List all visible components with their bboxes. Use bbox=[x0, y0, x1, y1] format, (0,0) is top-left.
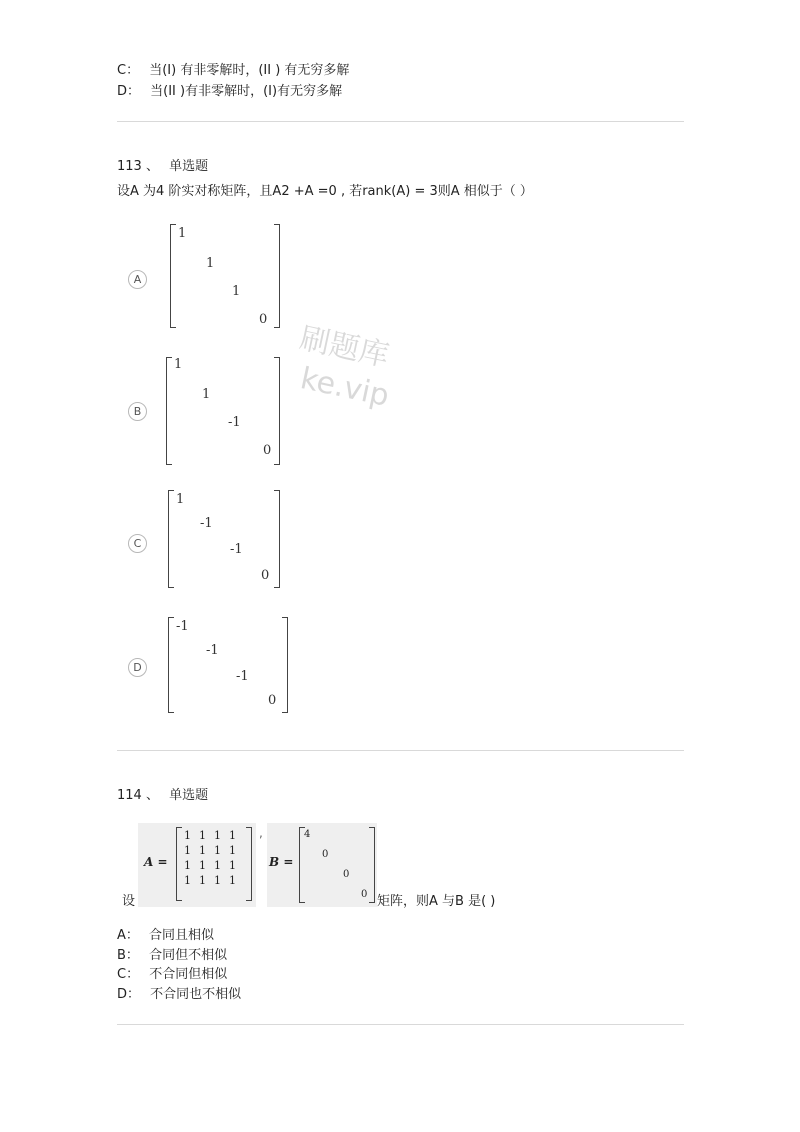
divider bbox=[117, 121, 684, 122]
matrix-a-grid bbox=[176, 827, 252, 901]
matrix-entry: 1 bbox=[176, 492, 185, 507]
divider bbox=[117, 750, 684, 751]
matrix-entry: 1 bbox=[229, 829, 236, 842]
matrix-entry: 1 bbox=[206, 256, 215, 271]
option-letter: D： bbox=[117, 987, 141, 1002]
q114-option-c[interactable] bbox=[117, 966, 227, 984]
matrix-label: B = bbox=[269, 855, 294, 869]
option-letter: B： bbox=[117, 948, 139, 963]
option-text: 合同且相似 bbox=[149, 928, 215, 943]
matrix-entry: -1 bbox=[206, 643, 219, 658]
question-number: 113 、 bbox=[117, 159, 159, 174]
option-d-matrix bbox=[168, 617, 288, 713]
matrix-entry: -1 bbox=[230, 542, 243, 557]
matrix-entry: 0 bbox=[322, 849, 329, 860]
matrix-entry: 1 bbox=[214, 859, 221, 872]
option-a-radio[interactable]: A bbox=[128, 270, 147, 289]
left-bracket bbox=[170, 224, 176, 328]
matrix-entry: 4 bbox=[304, 829, 311, 840]
left-bracket bbox=[168, 490, 174, 588]
option-text: 不合同也不相似 bbox=[150, 987, 242, 1002]
option-text: 不合同但相似 bbox=[149, 967, 228, 982]
left-bracket bbox=[166, 357, 172, 465]
right-bracket bbox=[246, 827, 252, 901]
matrix-entry: -1 bbox=[228, 415, 241, 430]
right-bracket bbox=[274, 224, 280, 328]
right-bracket bbox=[282, 617, 288, 713]
q114-stem-prefix: 设 bbox=[122, 894, 136, 909]
matrix-entry: 1 bbox=[199, 844, 206, 857]
matrix-entry: 0 bbox=[361, 889, 368, 900]
matrix-entry: 1 bbox=[184, 874, 191, 887]
matrix-entry: 1 bbox=[214, 874, 221, 887]
question-type: 单选题 bbox=[169, 788, 209, 803]
q114-matrix-b bbox=[267, 823, 377, 907]
matrix-label: A = bbox=[144, 855, 168, 869]
q114-stem-suffix: 矩阵，则A 与B 是( ) bbox=[377, 894, 496, 909]
matrix-entry: 1 bbox=[178, 226, 187, 241]
matrix-entry: 1 bbox=[202, 387, 211, 402]
prev-option-d[interactable] bbox=[117, 83, 342, 101]
divider bbox=[117, 1024, 684, 1025]
q114-option-d[interactable] bbox=[117, 986, 241, 1004]
option-c-matrix bbox=[168, 490, 280, 588]
matrix-entry: 1 bbox=[229, 844, 236, 857]
matrix-entry: 1 bbox=[184, 829, 191, 842]
q114-option-b[interactable] bbox=[117, 947, 227, 965]
matrix-entry: 1 bbox=[214, 829, 221, 842]
option-a-matrix bbox=[170, 224, 280, 328]
matrix-entry: 1 bbox=[199, 859, 206, 872]
matrix-entry: 0 bbox=[268, 693, 277, 708]
q114-matrix-a bbox=[138, 823, 256, 907]
matrix-entry: 1 bbox=[229, 859, 236, 872]
option-c-radio[interactable]: C bbox=[128, 534, 147, 553]
question-type: 单选题 bbox=[169, 159, 209, 174]
watermark-line2: ke.vip bbox=[297, 361, 393, 414]
matrix-entry: 0 bbox=[343, 869, 350, 880]
option-b-matrix bbox=[166, 357, 280, 465]
left-bracket bbox=[168, 617, 174, 713]
matrix-entry: -1 bbox=[176, 619, 189, 634]
matrix-entry: -1 bbox=[200, 516, 213, 531]
matrix-a-cells bbox=[184, 829, 244, 887]
q114-header bbox=[117, 787, 208, 805]
option-text: 当(I) 有非零解时，(II ) 有无穷多解 bbox=[149, 63, 350, 78]
q113-stem: 设A 为4 阶实对称矩阵，且A2 +A =0 , 若rank(A) = 3则A 相似于（ ） bbox=[117, 184, 533, 199]
option-letter: C： bbox=[117, 63, 140, 78]
matrix-b-grid bbox=[299, 827, 375, 903]
option-letter: C： bbox=[117, 967, 140, 982]
matrix-entry: 1 bbox=[232, 284, 241, 299]
q113-header bbox=[117, 158, 208, 176]
matrix-entry: 1 bbox=[184, 844, 191, 857]
matrix-entry: 1 bbox=[174, 357, 183, 372]
left-bracket bbox=[176, 827, 182, 901]
option-d-radio[interactable]: D bbox=[128, 658, 147, 677]
comma-separator: , bbox=[259, 826, 263, 840]
matrix-entry: 1 bbox=[214, 844, 221, 857]
option-letter: D： bbox=[117, 84, 141, 99]
right-bracket bbox=[274, 490, 280, 588]
matrix-entry: 0 bbox=[259, 312, 268, 327]
matrix-entry: 1 bbox=[199, 874, 206, 887]
matrix-entry: 1 bbox=[184, 859, 191, 872]
q114-option-a[interactable] bbox=[117, 927, 214, 945]
option-letter: A： bbox=[117, 928, 139, 943]
matrix-entry: 1 bbox=[229, 874, 236, 887]
matrix-entry: 0 bbox=[263, 443, 272, 458]
matrix-entry: -1 bbox=[236, 669, 249, 684]
option-text: 当(II )有非零解时，(I)有无穷多解 bbox=[150, 84, 343, 99]
prev-option-c[interactable] bbox=[117, 62, 349, 80]
watermark-line1: 刷题库 bbox=[296, 320, 392, 374]
right-bracket bbox=[369, 827, 375, 903]
option-b-radio[interactable]: B bbox=[128, 402, 147, 421]
right-bracket bbox=[274, 357, 280, 465]
option-text: 合同但不相似 bbox=[149, 948, 228, 963]
question-number: 114 、 bbox=[117, 788, 159, 803]
matrix-entry: 1 bbox=[199, 829, 206, 842]
matrix-entry: 0 bbox=[261, 568, 270, 583]
